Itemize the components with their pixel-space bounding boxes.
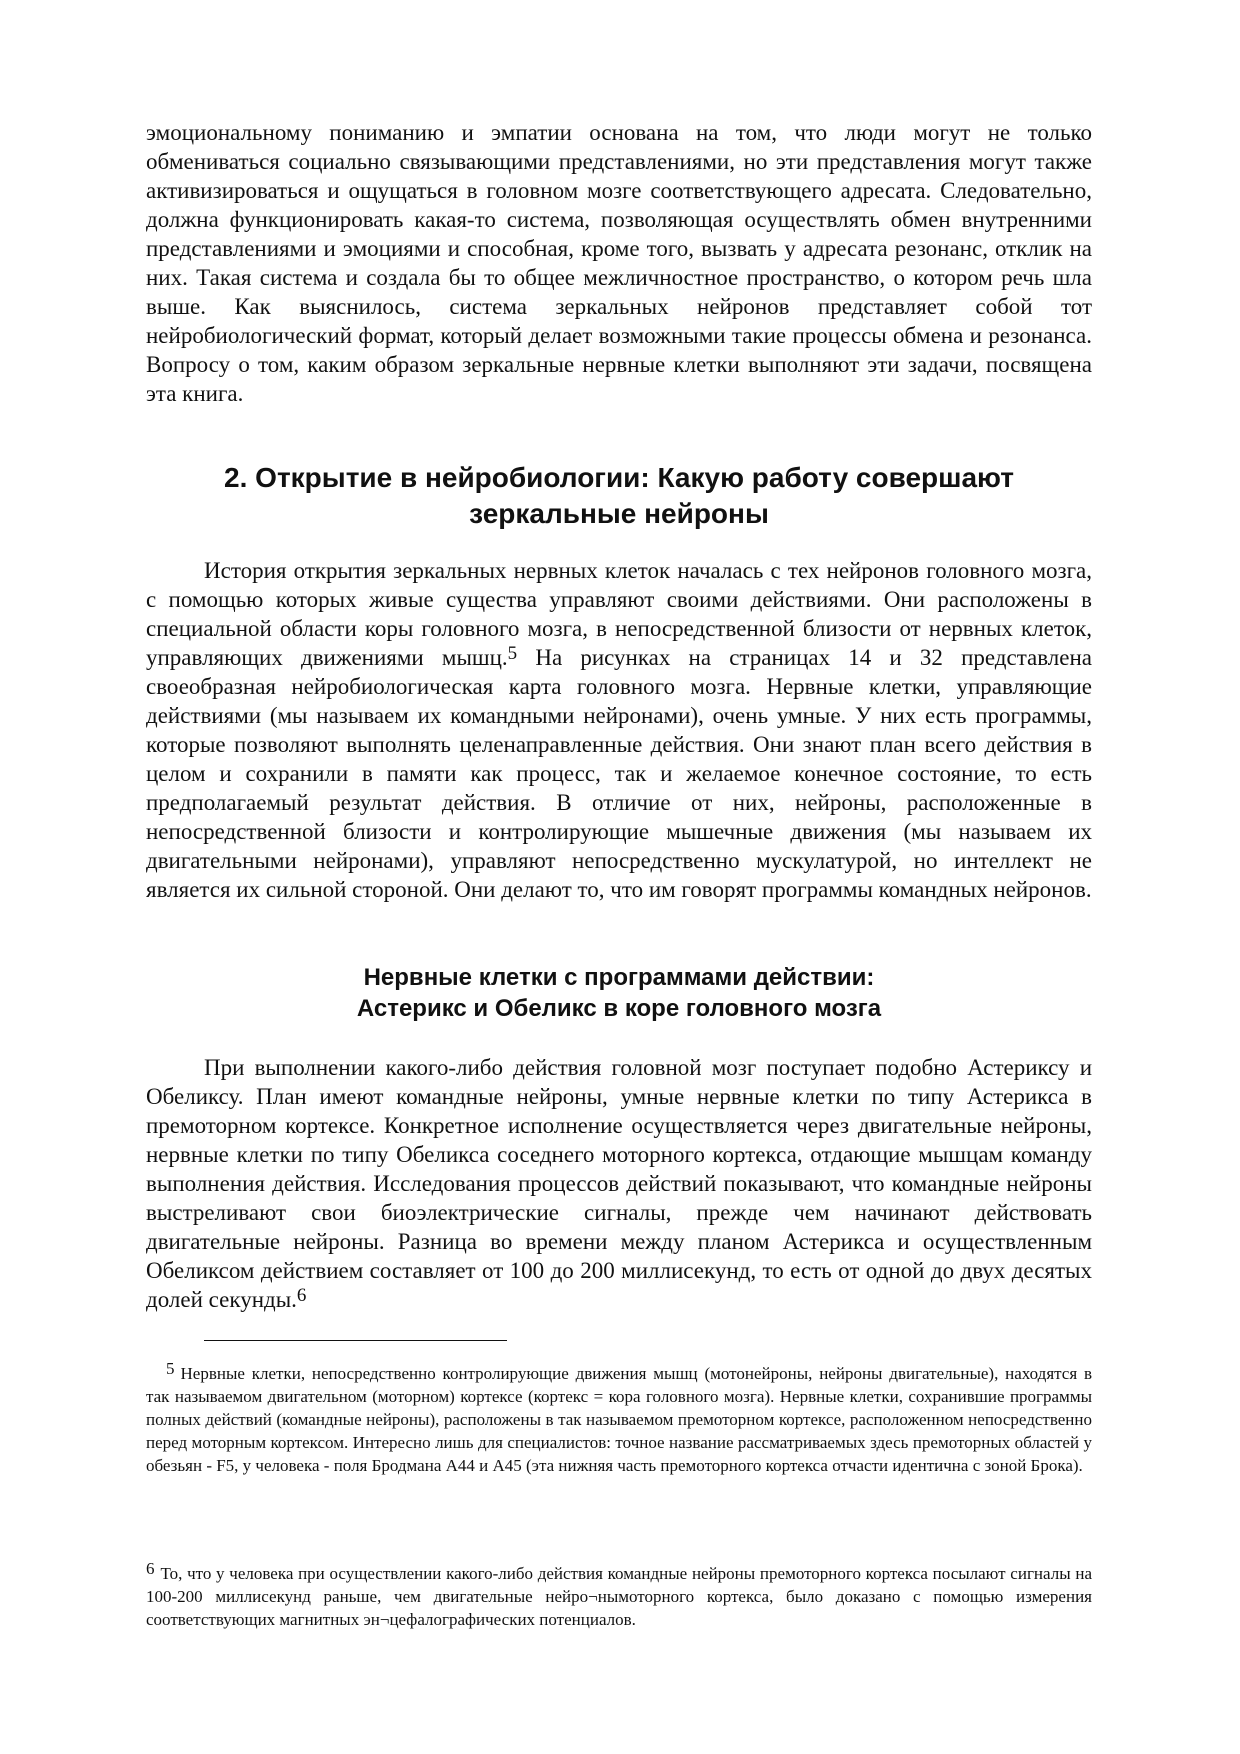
footnote-separator xyxy=(204,1340,507,1341)
footnote-6-mark: 6 xyxy=(146,1559,155,1578)
subsection-heading-line-2: Астерикс и Обеликс в коре головного мозга xyxy=(356,995,882,1022)
section-heading-line-1: 2. Открытие в нейробиологии: Какую работу совершают xyxy=(224,462,1014,493)
body-paragraph-asterix xyxy=(146,1053,1092,1314)
footnote-ref-6[interactable]: 6 xyxy=(296,1285,307,1306)
footnote-6-text: То, что у человека при осуществлении какого-либо действия командные нейроны премоторного кортекса посылают сигналы на 100-200 миллисекунд раньше, чем двигательные нейро¬нымоторного кортекса, было доказано с помощью измерения соответствующих магнитных эн¬цефалографических потенциалов. xyxy=(146,1564,1092,1629)
footnote-5-text: Нервные клетки, непосредственно контролирующие движения мышц (мотонейроны, нейроны двигательные), находятся в так называемом двигательном (моторном) кортексе (кортекс = кора головного мозга). Нервные клетки, сохранившие программы полных действий (командные нейроны), расположены в так называемом премоторном кортексе, расположенном непосредственно перед моторным кортексом. Интересно лишь для специалистов: точное название рассматриваемых здесь премоторных областей у обезьян - F5, у человека - поля Бродмана А44 и А45 (эта нижняя часть премоторного кортекса отчасти идентична с зоной Брока). xyxy=(146,1364,1092,1475)
section-heading xyxy=(146,460,1092,532)
history-text-part-2: На рисунках на страницах 14 и 32 представлена своеобразная нейробиологическая карта головного мозга. Нервные клетки, управляющие действиями (мы называем их командными нейронами), очень умные. У них есть программы, которые позволяют выполнять целенаправленные действия. Они знают план всего действия в целом и сохранили в памяти как процесс, так и желаемое конечное состояние, то есть предполагаемый результат действия. В отличие от них, нейроны, расположенные в непосредственной близости и контролирующие мышечные движения (мы называем их двигательными нейронами), управляют непосредственно мускулатурой, но интеллект не является их сильной стороной. Они делают то, что им говорят программы командных нейронов. xyxy=(146,645,1092,902)
footnote-6 xyxy=(146,1559,1092,1631)
body-paragraph-history xyxy=(146,556,1092,904)
subsection-heading-line-1: Нервные клетки с программами действии: xyxy=(363,964,875,991)
section-heading-line-2: зеркальные нейроны xyxy=(469,498,769,529)
footnote-ref-5[interactable]: 5 xyxy=(507,643,518,664)
footnote-5-mark: 5 xyxy=(166,1359,175,1378)
footnote-5 xyxy=(146,1359,1092,1477)
body-paragraph-continued: эмоциональному пониманию и эмпатии основана на том, что люди могут не только обмениваться социально связывающими представлениями, но эти представления могут также активизироваться и ощущаться в головном мозге соответствующего адресата. Следовательно, должна функционировать какая-то система, позволяющая осуществлять обмен внутренними представлениями и эмоциями и способная, кроме того, вызвать у адресата резонанс, отклик на них. Такая система и создала бы то общее межличностное пространство, о котором речь шла выше. Как выяснилось, система зеркальных нейронов представляет собой тот нейробиологический формат, который делает возможными такие процессы обмена и резонанса. Вопросу о том, каким образом зеркальные нервные клетки выполняют эти задачи, посвящена эта книга. xyxy=(146,120,1092,406)
asterix-text: При выполнении какого-либо действия головной мозг поступает подобно Астериксу и Обеликсу. План имеют командные нейроны, умные нервные клетки по типу Астерикса в премоторном кортексе. Конкретное исполнение осуществляется через двигательные нейроны, нервные клетки по типу Обеликса соседнего моторного кортекса, отдающие мышцам команду выполнения действия. Исследования процессов действий показывают, что командные нейроны выстреливают свои биоэлектрические сигналы, прежде чем начинают действовать двигательные нейроны. Разница во времени между планом Астерикса и осуществленным Обеликсом действием составляет от 100 до 200 миллисекунд, то есть от одной до двух десятых долей секунды. xyxy=(146,1055,1092,1312)
subsection-heading xyxy=(146,962,1092,1024)
history-text-part-1: История открытия зеркальных нервных клеток началась с тех нейронов головного мозга, с помощью которых живые существа управляют своими действиями. Они расположены в специальной области коры головного мозга, в непосредственной близости от нервных клеток, управляющих движениями мышц. xyxy=(146,558,1092,670)
